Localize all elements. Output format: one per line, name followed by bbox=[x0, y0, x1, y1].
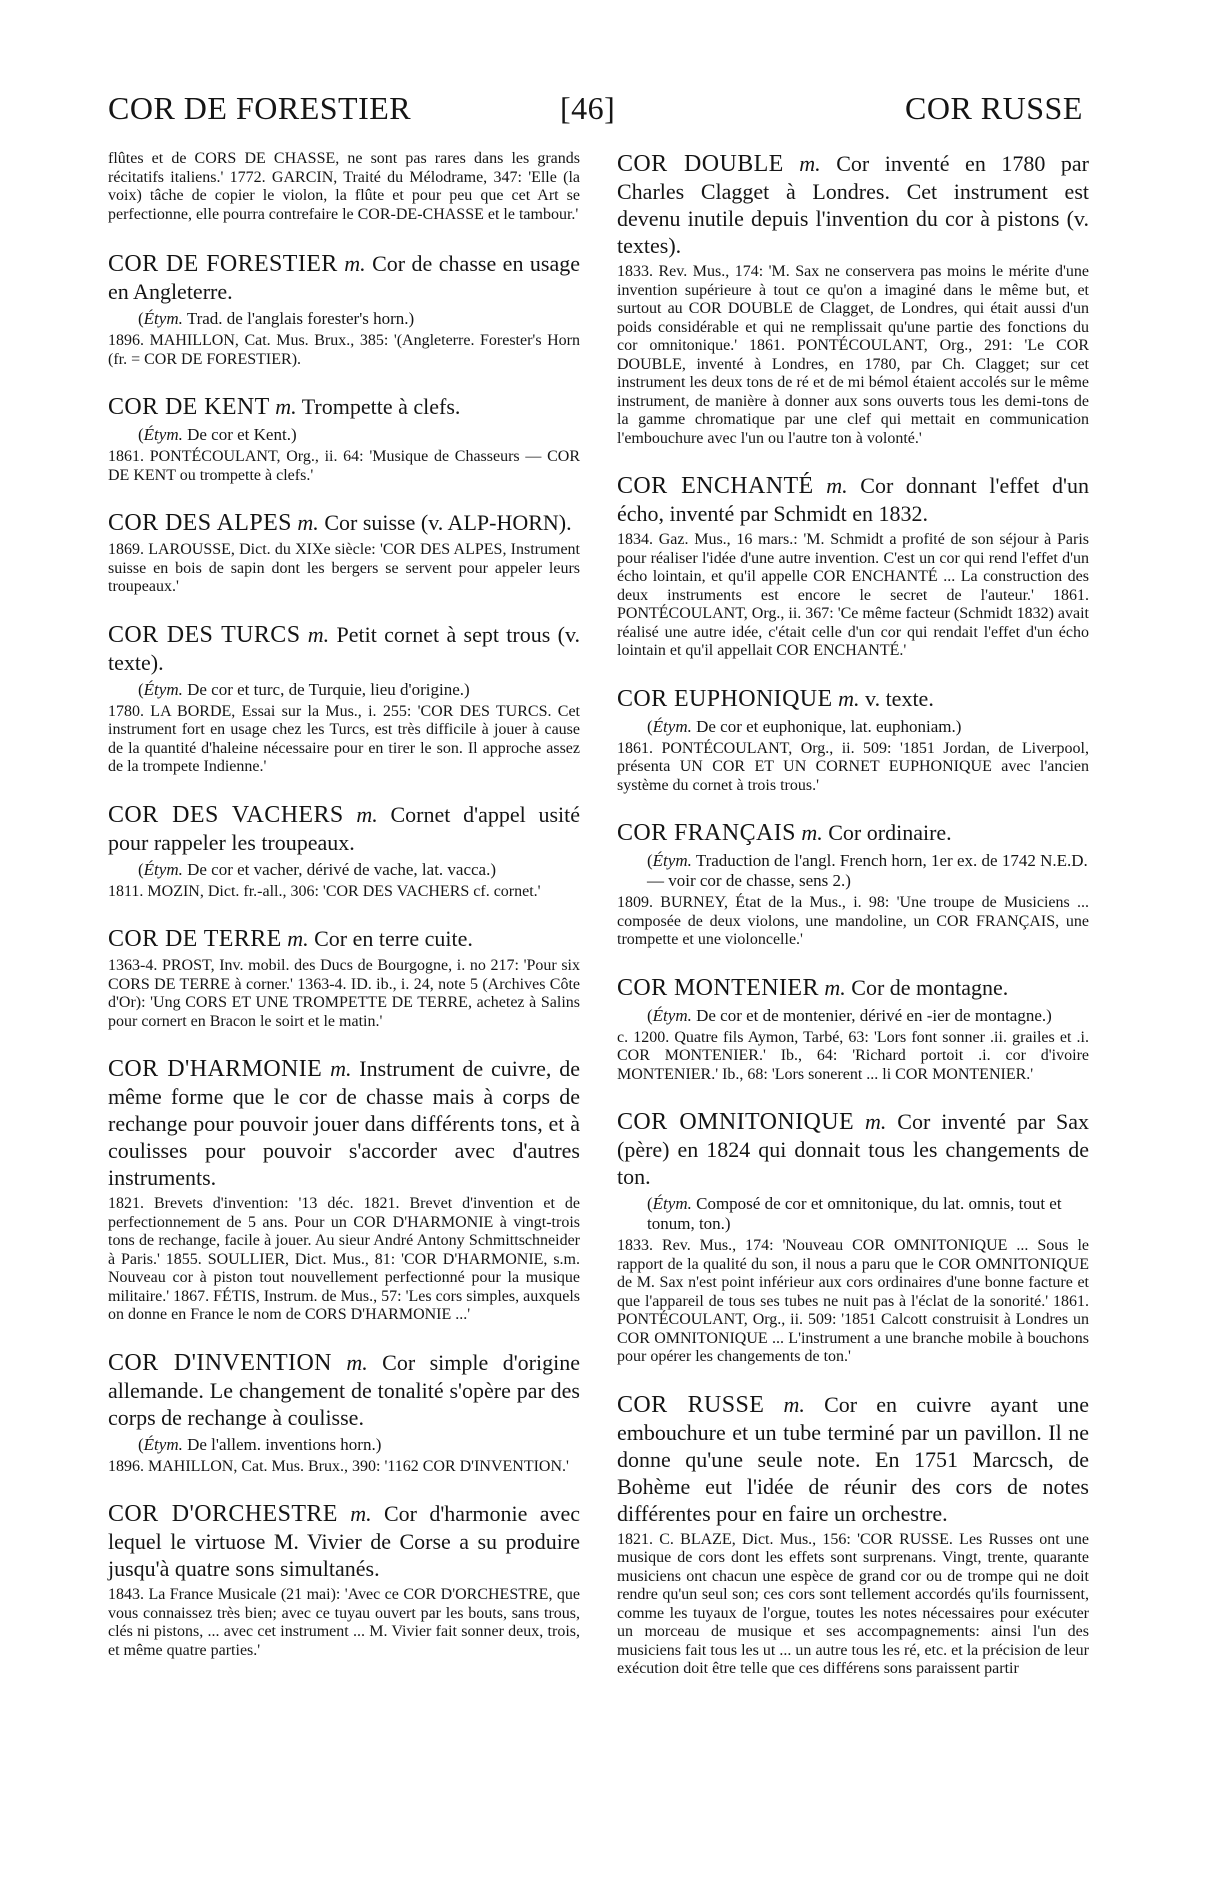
definition: Cor de montagne. bbox=[851, 974, 1009, 1000]
entry-heading bbox=[108, 250, 580, 305]
citations: 1896. MAHILLON, Cat. Mus. Brux., 385: '(Angleterre. Forester's Horn (fr. = COR DE FORESTIER). bbox=[108, 332, 580, 368]
etymology-text: De cor et de montenier, dérivé en -ier de montagne. bbox=[696, 1005, 1047, 1025]
right-entry-list bbox=[617, 150, 1089, 1679]
continued-citation: flûtes et de CORS DE CHASSE, ne sont pas rares dans les grands récitatifs italiens.' 1772. GARCIN, Traité du Mélodrame, 347: 'Elle (la voix) tâche de copier le violon, la flûte et pour peu que cet Art se perfectionne, elle pourra contrefaire le COR-DE-CHASSE et le tambour.' bbox=[108, 150, 580, 223]
definition: Cor inventé par Sax (père) en 1824 qui donnait tous les changements de ton. bbox=[617, 1109, 1089, 1189]
part-of-speech: m. bbox=[838, 685, 860, 711]
etymology-text: De cor et turc, de Turquie, lieu d'origine. bbox=[187, 679, 464, 699]
part-of-speech: m. bbox=[307, 621, 330, 647]
entry-heading bbox=[617, 819, 1089, 847]
entry-heading bbox=[108, 1055, 580, 1191]
citations: 1809. BURNEY, État de la Mus., i. 98: 'Une troupe de Musiciens ... composée de deux violons, une mandoline, un COR FRANÇAIS, une trompette et une violoncelle.' bbox=[617, 894, 1089, 948]
headword: COR D'INVENTION bbox=[108, 1349, 332, 1376]
citations: 1833. Rev. Mus., 174: 'M. Sax ne conservera pas moins le mérite d'une invention supérieure à tout ce qu'on a imaginé dans le même but, et surtout au COR DOUBLE de Clagget, de Londres, qui était aussi d'un poids considérable et qui ne remplissait qu'une partie des fonctions du cor omnitonique.' 1861. PONTÉCOULANT, Org., 291: 'Le COR DOUBLE, inventé à Londres, en 1780, par Ch. Clagget; sur cet instrument les deux tons de ré et de mi bémol étaient accolés sur le même instrument, de manière à donner aux sons ouverts tous les demi-tons de la gamme chromatique par une clef qui mettait en communication l'embouchure avec l'un ou l'autre ton à volonté.' bbox=[617, 263, 1089, 447]
etymology-text: Trad. de l'anglais forester's horn. bbox=[186, 309, 409, 328]
etymology-text: De cor et vacher, dérivé de vache, lat. vacca. bbox=[187, 859, 491, 879]
part-of-speech: m. bbox=[346, 1349, 368, 1375]
definition: Cor en cuivre ayant une embouchure et un tube terminé par un pavillon. Il ne donne qu'une seule note. En 1751 Marcsch, de Bohème eut l'idée de réunir des cors de notes différentes pour en faire un orchestre. bbox=[617, 1391, 1089, 1526]
headword: COR DE KENT bbox=[108, 394, 270, 420]
headword: COR DE TERRE bbox=[108, 926, 282, 952]
etymology-text: De cor et euphonique, lat. euphoniam. bbox=[696, 716, 956, 736]
part-of-speech: m. bbox=[350, 1501, 372, 1526]
dictionary-entry bbox=[617, 974, 1089, 1085]
citations: 1821. Brevets d'invention: '13 déc. 1821. Brevet d'invention et de perfectionnement de 5 ans. Pour un COR D'HARMONIE à vingt-trois tons de rechange, facile à jouer. Au sieur André Antony Schmittschneider à Paris.' 1855. SOULLIER, Dict. Mus., 81: 'COR D'HARMONIE, s.m. Nouveau cor à piston tout nouvellement perfectionné pour la musique militaire.' 1867. FÉTIS, Instrum. de Mus., 57: 'Les cors simples, auxquels on donne en France le nom de CORS D'HARMONIE ...' bbox=[108, 1195, 580, 1323]
definition: Petit cornet à sept trous (v. texte). bbox=[108, 621, 581, 675]
etymology: (Étym. De cor et Kent.) bbox=[138, 425, 297, 444]
citations: 1861. PONTÉCOULANT, Org., ii. 509: '1851 Jordan, de Liverpool, présenta UN COR ET UN CORNET EUPHONIQUE avec l'ancien système du cornet à trois trous.' bbox=[617, 739, 1089, 794]
part-of-speech: m. bbox=[824, 974, 846, 1000]
page-number: [46] bbox=[560, 90, 616, 126]
dictionary-entry bbox=[617, 1391, 1089, 1679]
etymology: (Étym. De cor et vacher, dérivé de vache, lat. vacca.) bbox=[138, 859, 497, 879]
dictionary-entry bbox=[108, 393, 580, 485]
citations: 1821. C. BLAZE, Dict. Mus., 156: 'COR RUSSE. Les Russes ont une musique de cors dont les effets sont surprenans. Vingt, trente, quarante musiciens ont chacun une espèce de grand cor ou de trompe qui ne doit rendre qu'un seul son; ces cors sont tellement accordés qu'ils fournissent, comme les tuyaux de l'orgue, toutes les notes nécessaires pour exécuter un morceau de musique et ses accompagnements: ainsi l'un des musiciens fait tous les ut ... un autre tous les ré, etc. et la précision de leur exécution doit être telle que ces différens sons paraissent partir bbox=[617, 1530, 1089, 1677]
definition: v. texte. bbox=[865, 685, 934, 711]
entry-heading bbox=[617, 974, 1089, 1002]
headword: COR ENCHANTÉ bbox=[617, 473, 814, 499]
dictionary-entry bbox=[108, 250, 580, 369]
part-of-speech: m. bbox=[801, 820, 823, 845]
headword: COR DES VACHERS bbox=[108, 801, 344, 828]
entry-heading bbox=[108, 509, 580, 537]
etymology: (Étym. Traduction de l'angl. French horn, 1er ex. de 1742 N.E.D. — voir cor de chasse, sens 2.) bbox=[647, 851, 1088, 890]
etymology-label: Étym. bbox=[143, 859, 183, 879]
headword: COR D'ORCHESTRE bbox=[108, 1501, 338, 1527]
definition: Cor ordinaire. bbox=[828, 820, 952, 845]
part-of-speech: m. bbox=[275, 394, 297, 419]
etymology-label: Étym. bbox=[143, 679, 183, 699]
dictionary-entry bbox=[617, 472, 1089, 661]
etymology-text: Traduction de l'angl. French horn, 1er ex. de 1742 N.E.D. — voir cor de chasse, sens 2. bbox=[647, 851, 1088, 890]
etymology: (Étym. De cor et turc, de Turquie, lieu d'origine.) bbox=[138, 679, 470, 699]
etymology: (Étym. Trad. de l'anglais forester's horn.) bbox=[138, 309, 415, 328]
headword: COR EUPHONIQUE bbox=[617, 685, 833, 712]
left-entry-list bbox=[108, 250, 580, 1660]
entry-heading bbox=[108, 925, 580, 953]
etymology-label: Étym. bbox=[143, 425, 183, 444]
citations: 1861. PONTÉCOULANT, Org., ii. 64: 'Musique de Chasseurs — COR DE KENT ou trompette à clefs.' bbox=[108, 448, 580, 484]
running-head-right: COR RUSSE bbox=[905, 90, 1083, 126]
dictionary-entry bbox=[108, 509, 580, 597]
definition: Cor en terre cuite. bbox=[314, 926, 473, 951]
part-of-speech: m. bbox=[799, 151, 821, 176]
entry-heading bbox=[617, 150, 1089, 259]
etymology: (Étym. De l'allem. inventions horn.) bbox=[138, 1434, 382, 1454]
entry-heading bbox=[617, 685, 1089, 713]
dictionary-entry bbox=[617, 1108, 1089, 1367]
entry-heading bbox=[617, 472, 1089, 527]
etymology: (Étym. De cor et de montenier, dérivé en -ier de montagne.) bbox=[647, 1005, 1052, 1025]
dictionary-entry bbox=[108, 621, 580, 777]
citations: c. 1200. Quatre fils Aymon, Tarbé, 63: 'Lors font sonner .ii. grailes et .i. COR MONTENIER.' Ib., 64: 'Richard portoit .i. cor d'ivoire MONTENIER.' Ib., 68: 'Lors sonerent ... li COR MONTENIER.' bbox=[617, 1028, 1089, 1083]
citations: 1811. MOZIN, Dict. fr.-all., 306: 'COR DES VACHERS cf. cornet.' bbox=[108, 882, 541, 900]
right-column bbox=[617, 150, 1089, 1703]
headword: COR RUSSE bbox=[617, 1391, 765, 1418]
headword: COR MONTENIER bbox=[617, 974, 819, 1001]
entry-heading bbox=[108, 801, 580, 856]
etymology-label: Étym. bbox=[143, 309, 183, 328]
dictionary-entry bbox=[617, 819, 1089, 950]
headword: COR DE FORESTIER bbox=[108, 251, 338, 277]
headword: COR D'HARMONIE bbox=[108, 1056, 323, 1082]
left-column bbox=[108, 150, 580, 1684]
entry-heading bbox=[108, 393, 580, 421]
etymology-text: Composé de cor et omnitonique, du lat. omnis, tout et tonum, ton. bbox=[647, 1194, 1062, 1233]
definition: Cor simple d'origine allemande. Le changement de tonalité s'opère par des corps de rechange à coulisse. bbox=[108, 1349, 580, 1430]
definition: Cor inventé en 1780 par Charles Clagget à Londres. Cet instrument est devenu inutile depuis l'invention du cor à pistons (v. textes). bbox=[617, 151, 1089, 258]
dictionary-entry bbox=[108, 1055, 580, 1325]
dictionary-entry bbox=[617, 150, 1089, 448]
definition: Cornet d'appel usité pour rappeler les troupeaux. bbox=[108, 801, 580, 855]
part-of-speech: m. bbox=[287, 926, 309, 951]
definition: Instrument de cuivre, de même forme que le cor de chasse mais à corps de rechange pour pouvoir jouer dans différents tons, et à coulisses pour pouvoir s'accorder avec d'autres instruments. bbox=[108, 1056, 581, 1190]
entry-heading bbox=[108, 1349, 580, 1431]
dictionary-entry bbox=[108, 1500, 580, 1660]
part-of-speech: m. bbox=[783, 1391, 805, 1417]
etymology-label: Étym. bbox=[652, 716, 692, 736]
etymology-label: Étym. bbox=[652, 1194, 692, 1213]
running-head-left: COR DE FORESTIER bbox=[108, 90, 412, 126]
dictionary-entry bbox=[108, 801, 580, 902]
headword: COR DES TURCS bbox=[108, 621, 301, 648]
headword: COR FRANÇAIS bbox=[617, 820, 796, 846]
citations: 1843. La France Musicale (21 mai): 'Avec ce COR D'ORCHESTRE, que vous connaissez très bien; avec ce tuyau ouvert par les bouts, sans trous, clés ni pistons, ... avec cet instrument ... M. Vivier fait sonner deux, trois, et même quatre parties.' bbox=[108, 1586, 580, 1659]
entry-heading bbox=[617, 1108, 1089, 1190]
etymology: (Étym. De cor et euphonique, lat. euphoniam.) bbox=[647, 716, 962, 736]
entry-heading bbox=[108, 1500, 580, 1582]
part-of-speech: m. bbox=[826, 473, 848, 498]
etymology-label: Étym. bbox=[143, 1434, 183, 1454]
entry-heading bbox=[108, 621, 580, 676]
part-of-speech: m. bbox=[344, 251, 366, 276]
part-of-speech: m. bbox=[356, 801, 378, 827]
entry-heading bbox=[617, 1391, 1089, 1527]
citations: 1896. MAHILLON, Cat. Mus. Brux., 390: '1162 COR D'INVENTION.' bbox=[108, 1457, 569, 1475]
dictionary-entry bbox=[108, 1349, 580, 1477]
part-of-speech: m. bbox=[297, 510, 319, 535]
etymology-text: De l'allem. inventions horn. bbox=[187, 1434, 376, 1454]
etymology-label: Étym. bbox=[652, 851, 692, 870]
definition: Cor de chasse en usage en Angleterre. bbox=[108, 251, 581, 304]
citations: 1780. LA BORDE, Essai sur la Mus., i. 255: 'COR DES TURCS. Cet instrument fort en usage chez les Turcs, est très difficile à jouer à cause de la quantité d'haleine nécessaire pour en tirer le son. Il approche assez de la trompete Indienne.' bbox=[108, 702, 580, 775]
etymology-text: De cor et Kent. bbox=[187, 425, 291, 444]
headword: COR OMNITONIQUE bbox=[617, 1109, 854, 1135]
part-of-speech: m. bbox=[330, 1056, 352, 1081]
dictionary-entry bbox=[108, 925, 580, 1031]
etymology-label: Étym. bbox=[652, 1005, 692, 1025]
definition: Cor suisse (v. ALP-HORN). bbox=[324, 510, 572, 535]
headword: COR DES ALPES bbox=[108, 510, 292, 536]
citations: 1833. Rev. Mus., 174: 'Nouveau COR OMNITONIQUE ... Sous le rapport de la qualité du son, il nous a paru que le COR OMNITONIQUE de M. Sax n'est point inférieur aux cors ordinaires d'une bonne facture et que l'appareil de tous ses tubes ne nuit pas à l'éclat de la sonorité.' 1861. PONTÉCOULANT, Org., ii. 509: '1851 Calcott construisit à Londres un COR OMNITONIQUE ... L'instrument a une branche mobile à bouchons pour opérer les changements de ton.' bbox=[617, 1237, 1089, 1365]
citations: 1363-4. PROST, Inv. mobil. des Ducs de Bourgogne, i. no 217: 'Pour six CORS DE TERRE à corner.' 1363-4. ID. ib., i. 24, note 5 (Archives Côte d'Or): 'Ung CORS ET UNE TROMPETTE DE TERRE, achetez à Salins pour cornert en Bracon le soirt et le matin.' bbox=[108, 957, 580, 1030]
headword: COR DOUBLE bbox=[617, 151, 784, 177]
citations: 1869. LAROUSSE, Dict. du XIXe siècle: 'COR DES ALPES, Instrument suisse en bois de sapin dont les bergers se servent pour appeler leurs troupeaux.' bbox=[108, 541, 580, 595]
definition: Trompette à clefs. bbox=[301, 394, 461, 419]
citations: 1834. Gaz. Mus., 16 mars.: 'M. Schmidt a profité de son séjour à Paris pour réaliser l'idée d'une autre invention. C'est un cor qui rend l'effet d'un écho lointain, et qu'il appelle COR ENCHANTÉ ... La construction des deux instruments est encore le secret de l'auteur.' 1861. PONTÉCOULANT, Org., ii. 367: 'Ce même facteur (Schmidt 1832) avait réalisé une autre idée, c'était celle d'un cor qui rendait l'effet d'un écho lointain et qu'il appellait COR ENCHANTÉ.' bbox=[617, 531, 1089, 659]
dictionary-entry bbox=[617, 685, 1089, 796]
definition: Cor donnant l'effet d'un écho, inventé par Schmidt en 1832. bbox=[617, 473, 1090, 526]
definition: Cor d'harmonie avec lequel le virtuose M. Vivier de Corse a su produire jusqu'à quatre sons simultanés. bbox=[108, 1501, 581, 1581]
part-of-speech: m. bbox=[864, 1109, 887, 1134]
etymology: (Étym. Composé de cor et omnitonique, du lat. omnis, tout et tonum, ton.) bbox=[647, 1194, 1062, 1233]
